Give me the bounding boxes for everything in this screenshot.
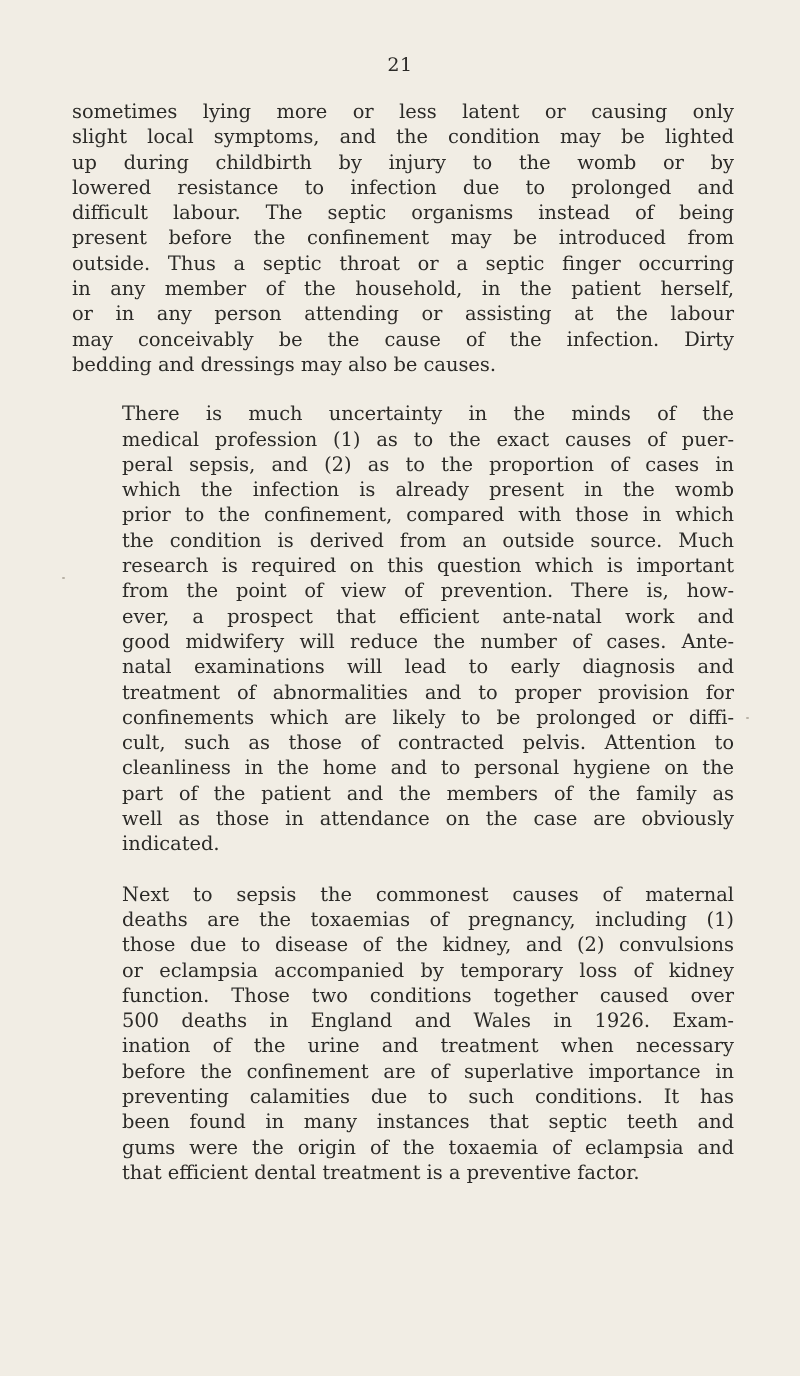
text-line: or in any person attending or assisting at the labour bbox=[72, 302, 734, 326]
text-line: There is much uncertainty in the minds of the bbox=[122, 402, 734, 426]
paragraph-2 bbox=[72, 401, 734, 856]
text-line: bedding and dressings may also be causes. bbox=[72, 352, 496, 376]
text-line: good midwifery will reduce the number of cases. Ante- bbox=[122, 629, 734, 653]
paragraph-1 bbox=[72, 99, 734, 377]
text-line: been found in many instances that septic teeth and bbox=[122, 1110, 734, 1134]
text-line: before the confinement are of superlative importance in bbox=[122, 1059, 734, 1083]
body-text bbox=[72, 99, 734, 1185]
text-line: peral sepsis, and (2) as to the proportion of cases in bbox=[122, 452, 734, 476]
text-line: natal examinations will lead to early diagnosis and bbox=[122, 655, 734, 679]
text-line: confinements which are likely to be prolonged or diffi- bbox=[122, 705, 734, 729]
paper-speck bbox=[62, 577, 65, 579]
text-line: cult, such as those of contracted pelvis. Attention to bbox=[122, 731, 734, 755]
paper-speck bbox=[746, 717, 749, 719]
text-line: slight local symptoms, and the condition may be lighted bbox=[72, 125, 734, 149]
text-line: lowered resistance to infection due to prolonged and bbox=[72, 175, 734, 199]
text-line: or eclampsia accompanied by temporary loss of kidney bbox=[122, 958, 734, 982]
text-line: ever, a prospect that efficient ante-natal work and bbox=[122, 604, 734, 628]
text-line: deaths are the toxaemias of pregnancy, including (1) bbox=[122, 907, 734, 931]
text-line: the condition is derived from an outside source. Much bbox=[122, 528, 734, 552]
text-line: up during childbirth by injury to the womb or by bbox=[72, 150, 734, 174]
text-line: Next to sepsis the commonest causes of maternal bbox=[122, 882, 734, 906]
text-line: indicated. bbox=[122, 832, 220, 856]
text-line: difficult labour. The septic organisms instead of being bbox=[72, 201, 734, 225]
text-line: those due to disease of the kidney, and (2) convulsions bbox=[122, 933, 734, 957]
text-line: sometimes lying more or less latent or causing only bbox=[72, 100, 734, 123]
paragraph-3 bbox=[72, 882, 734, 1186]
text-line: preventing calamities due to such conditions. It has bbox=[122, 1084, 734, 1108]
text-line: in any member of the household, in the patient herself, bbox=[72, 277, 734, 301]
text-line: 500 deaths in England and Wales in 1926. Exam- bbox=[122, 1009, 734, 1033]
text-line: part of the patient and the members of the family as bbox=[122, 781, 734, 805]
text-line: gums were the origin of the toxaemia of eclampsia and bbox=[122, 1135, 734, 1159]
text-line: treatment of abnormalities and to proper provision for bbox=[122, 680, 734, 704]
text-line: research is required on this question which is important bbox=[122, 554, 734, 578]
text-line: prior to the confinement, compared with those in which bbox=[122, 503, 734, 527]
text-line: from the point of view of prevention. There is, how- bbox=[122, 579, 734, 603]
text-line: ination of the urine and treatment when necessary bbox=[122, 1034, 734, 1058]
text-line: which the infection is already present in the womb bbox=[122, 478, 734, 502]
page-number: 21 bbox=[387, 54, 413, 76]
text-line: medical profession (1) as to the exact causes of puer- bbox=[122, 427, 734, 451]
text-line: cleanliness in the home and to personal hygiene on the bbox=[122, 756, 734, 780]
text-line: function. Those two conditions together caused over bbox=[122, 983, 734, 1007]
text-line: well as those in attendance on the case are obviously bbox=[122, 807, 734, 831]
text-line: present before the confinement may be introduced from bbox=[72, 226, 734, 250]
text-line: may conceivably be the cause of the infection. Dirty bbox=[72, 327, 734, 351]
text-line: that efficient dental treatment is a preventive factor. bbox=[122, 1160, 640, 1184]
text-line: outside. Thus a septic throat or a septic finger occurring bbox=[72, 251, 734, 275]
